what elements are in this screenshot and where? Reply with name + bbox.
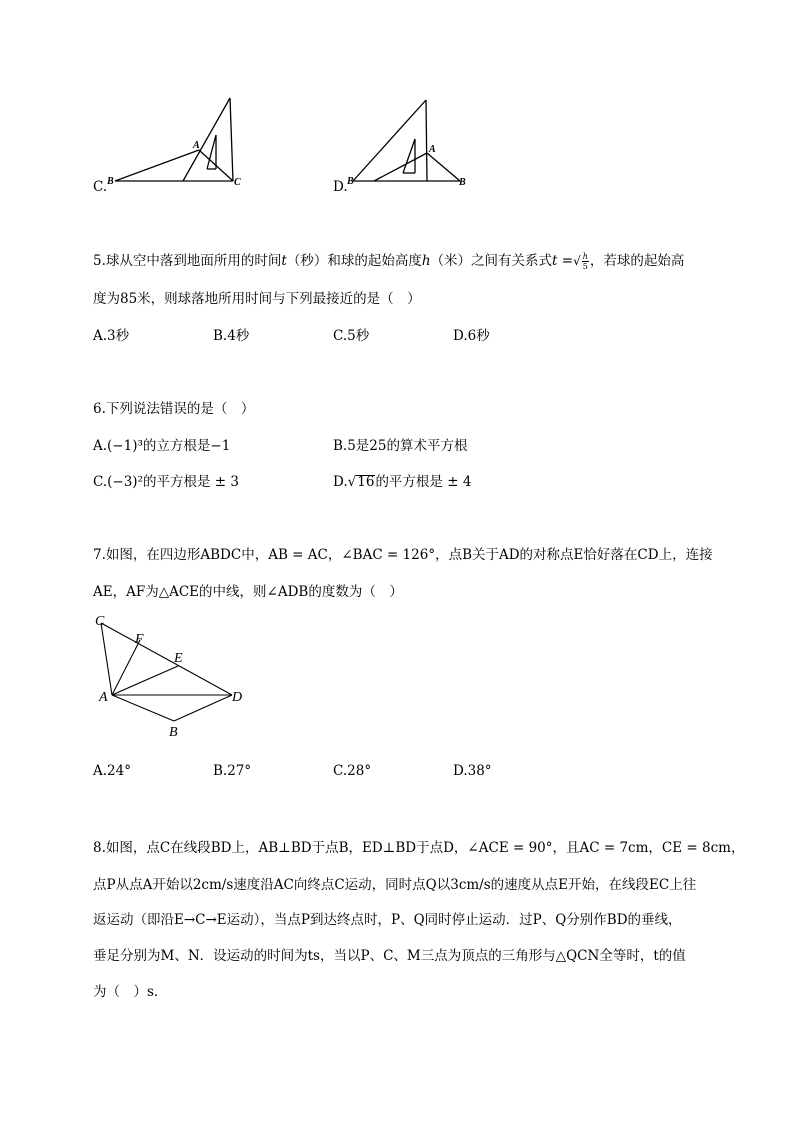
q4d-label-a: A [429,144,436,155]
q8-stem-line4: 垂足分别为M、N．设运动的时间为ts，当以P、C、M三点为顶点的三角形与△QCN全等时，t的值 [93,948,686,964]
q5-var-h: h [421,253,431,269]
q5-formula-den: 5 [582,262,588,271]
q5-var-t: t [281,253,287,269]
q4c-label-a: A [193,140,200,151]
q4-option-c[interactable] [93,95,253,195]
q5-formula-fraction [582,252,589,271]
q4-option-d-label: D. [333,179,348,195]
q7-option-b[interactable]: B.27° [213,763,252,779]
q5-text-d: ，若球的起始高 [589,253,685,269]
q4-figure-c [107,95,247,190]
q7-stem-line1: 7.如图，在四边形ABDC中，AB = AC，∠BAC = 126°，点B关于AD的对称点E恰好落在CD上，连接 [93,547,713,563]
q6-option-c[interactable]: C.(−3)²的平方根是 ± 3 [93,474,239,490]
q5-option-c[interactable]: C.5秒 [333,328,370,344]
q8-stem-line2: 点P从点A开始以2cm/s速度沿AC向终点C运动，同时点Q以3cm/s的速度从点E开始，在线段EC上往 [93,877,697,893]
q5-option-a[interactable]: A.3秒 [93,328,130,344]
q6-option-d-prefix: D. [333,474,348,490]
q5-text-a: 5.球从空中落到地面所用的时间 [93,253,282,269]
q5-formula-lhs: t = [552,253,574,269]
q6-option-b[interactable]: B.5是25的算术平方根 [333,438,468,454]
q8-stem-line5: 为（ ）s． [93,984,168,1000]
q5-option-d[interactable]: D.6秒 [453,328,490,344]
q7-label-f: F [135,632,144,647]
q7-label-e: E [174,651,183,666]
q6-option-d-suffix: 的平方根是 ± 4 [375,474,472,490]
q4-option-c-label: C. [93,179,108,195]
q7-stem-line2: AE，AF为△ACE的中线，则∠ADB的度数为（ ） [93,584,403,600]
q7-option-a[interactable]: A.24° [93,763,131,779]
q4d-label-b2: B [459,177,466,188]
q7-label-a: A [99,690,108,705]
q7-label-d: D [232,690,243,705]
q7-figure [90,610,260,740]
q6-option-d-radicand: 16 [357,474,375,490]
q5-stem-line2: 度为85米，则球落地所用时间与下列最接近的是（ ） [93,291,421,307]
q5-text-c: （米）之间有关系式 [430,253,553,269]
q5-option-b[interactable]: B.4秒 [213,328,250,344]
q6-option-d[interactable]: D.√16的平方根是 ± 4 [333,474,472,490]
q8-stem-line1: 8.如图，点C在线段BD上，AB⊥BD于点B，ED⊥BD于点D，∠ACE = 90°，且AC = 7cm，CE = 8cm， [93,840,745,856]
q4d-label-b1: B [347,176,354,187]
q4-option-d[interactable] [333,95,493,195]
q7-option-c[interactable]: C.28° [333,763,372,779]
q8-stem-line3: 返运动（即沿E→C→E运动），当点P到达终点时，P、Q同时停止运动．过P、Q分别作BD的垂线， [93,912,682,928]
q6-option-a[interactable]: A.(−1)³的立方根是−1 [93,438,231,454]
q7-option-d[interactable]: D.38° [453,763,492,779]
q5-formula-num: h [582,252,588,261]
q4c-label-b: B [107,176,114,187]
q4c-label-c: C [234,177,241,188]
q7-label-c: C [95,614,105,629]
q7-label-b: B [169,725,178,740]
q4-figure-d [347,95,487,190]
q6-stem: 6.下列说法错误的是（ ） [93,401,255,417]
q5-text-b: （秒）和球的起始高度 [286,253,422,269]
q5-stem-line1: 5.球从空中落到地面所用的时间t（秒）和球的起始高度h（米）之间有关系式t =√ $\frac{h}{5}$ ，若球的起始高 [93,252,685,271]
